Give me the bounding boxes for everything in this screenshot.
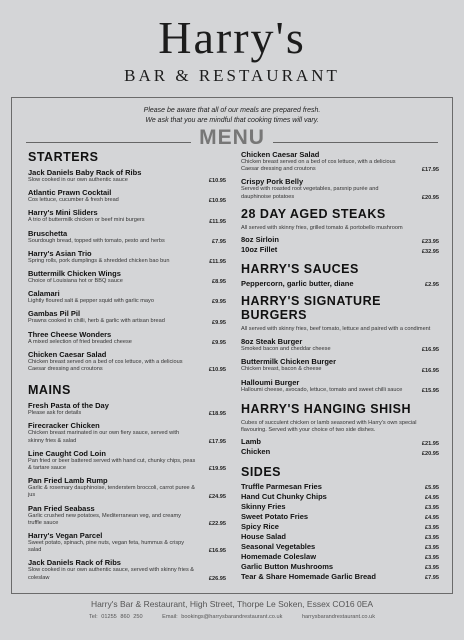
menu-item [241,236,439,245]
menu-item [241,573,439,582]
item-price: £3.95 [425,565,439,572]
menu-item [241,543,439,552]
notice-line-2: We ask that you are mindful that cooking times will vary. [145,117,319,124]
item-name: Buttermilk Chicken Wings [28,269,121,279]
item-name: Chicken [241,447,271,457]
menu-item [28,269,226,285]
menu-item [28,289,226,305]
menu-item [28,168,226,184]
item-name: Jack Daniels Baby Rack of Ribs [28,168,142,177]
item-description: Lightly floured salt & pepper squid with garlic mayo [28,298,154,305]
item-description: Sweet potato, spinach, pine nuts, vegan feta, hummus & crispy salad [28,540,185,554]
item-name: Garlic Button Mushrooms [241,561,334,571]
item-name: Pan Fried Lamb Rump [28,476,108,486]
item-price: £15.95 [421,387,439,394]
item-name: House Salad [241,531,287,541]
item-name: Calamari [28,289,60,299]
menu-item [241,483,439,492]
item-price: £4.95 [425,495,439,502]
item-description: A mixed selection of fried breaded cheese [28,338,132,345]
item-price: £4.95 [425,515,439,522]
menu-item [28,309,226,325]
menu-item [28,350,226,373]
item-description: Chicken breast marinated in our own fiery sauce, served with skinny fries & salad [28,430,180,444]
menu-item [28,558,226,581]
item-price: £5.95 [425,485,439,492]
item-price: £18.95 [208,411,226,418]
item-price: £7.95 [212,238,226,245]
item-price: £16.95 [208,548,226,555]
menu-item [28,249,226,265]
item-price: £20.95 [421,450,439,457]
mains-list [28,401,226,582]
menu-item [28,476,226,499]
item-name: Crispy Pork Belly [241,177,304,187]
item-description: Smoked bacon and cheddar cheese [241,346,331,353]
item-price: £20.95 [421,194,439,201]
item-name: Tear & Share Homemade Garlic Bread [241,571,376,581]
menu-item [241,438,439,447]
sauces-title: HARRY'S SAUCES [241,261,359,276]
menu-item [241,337,439,353]
item-price: £3.95 [425,535,439,542]
burgers-list [241,337,439,394]
item-price: £17.95 [208,438,226,445]
item-description: Choice of Louisiana hot or BBQ sauce [28,278,123,285]
item-name: Jack Daniels Rack of Ribs [28,558,121,568]
footer-email[interactable]: Email: bookings@harrysbarandrestaurant.co.uk [162,614,283,620]
item-description: Sourdough bread, topped with tomato, pesto and herbs [28,237,165,244]
item-price: £21.95 [421,440,439,447]
item-description: Halloumi cheese, avocado, lettuce, tomato and sweet chilli sauce [241,386,403,393]
item-price: £8.95 [212,279,226,286]
divider-right [273,142,438,143]
item-price: £32.95 [421,248,439,255]
item-price: £3.95 [425,545,439,552]
starters-list [28,168,226,373]
notice-line-1: Please be aware that all of our meals are prepared fresh. [143,107,321,114]
item-price: £10.95 [208,367,226,374]
steaks-note: All served with skinny fries, grilled tomato & portobello mushroom [241,224,403,231]
shish-note: Cubes of succulent chicken or lamb seasoned with Harry's own special flavouring. Served with your choice of two side dishes. [241,419,417,434]
menu-item [28,208,226,224]
right-top-list [241,150,439,201]
item-price: £9.95 [212,299,226,306]
steaks-list [241,236,439,255]
item-description: Chicken breast served on a bed of cos lettuce, with a delicious Caesar dressing and croutons [241,159,396,173]
item-name: Fresh Pasta of the Day [28,401,109,411]
item-price: £11.95 [209,218,226,225]
left-column [28,150,226,586]
item-name: Line Caught Cod Loin [28,448,106,458]
item-name: Atlantic Prawn Cocktail [28,188,112,198]
mains-title: MAINS [28,383,71,398]
item-price: £22.95 [208,521,226,528]
notice [0,106,464,126]
item-price: £3.95 [425,525,439,532]
item-price: £23.95 [421,238,439,245]
item-price: £16.95 [421,367,439,374]
shish-list [241,438,439,457]
item-name: Hand Cut Chunky Chips [241,491,327,501]
item-name: Lamb [241,437,262,447]
item-name: 8oz Sirloin [241,235,279,245]
menu-item [241,177,439,200]
item-price: £11.95 [209,259,226,266]
menu-item [241,503,439,512]
menu-item [28,330,226,346]
menu-item [28,531,226,554]
item-name: Sweet Potato Fries [241,511,309,521]
menu-item [241,150,439,173]
item-price: £3.95 [425,555,439,562]
item-name: Halloumi Burger [241,377,300,387]
menu-item [241,246,439,255]
item-name: Homemade Coleslaw [241,551,317,561]
item-price: £7.95 [425,575,439,582]
menu-item [241,523,439,532]
menu-item [241,280,439,289]
shish-title: HARRY'S HANGING SHISH [241,401,411,416]
item-description: Spring rolls, pork dumplings & shredded chicken bao bun [28,257,170,264]
item-price: £26.95 [208,575,226,582]
item-name: Harry's Vegan Parcel [28,531,103,541]
item-name: Skinny Fries [241,501,286,511]
menu-item [28,401,226,417]
brand-title: Harry's [158,12,306,63]
item-price: £10.95 [208,198,226,205]
starters-title: STARTERS [28,150,99,164]
menu-item [28,421,226,444]
menu-item [28,229,226,245]
item-description: A trio of buttermilk chicken or beef mini burgers [28,217,145,224]
menu-item [28,188,226,204]
item-name: Peppercorn, garlic butter, diane [241,278,354,288]
menu-item [241,553,439,562]
menu-item [241,357,439,373]
item-price: £2.95 [425,282,439,289]
menu-item [241,563,439,572]
item-description: Garlic & rosemary dauphinoise, tenderstem broccoli, carrot puree & jus [28,485,195,499]
item-description: Slow cooked in our own authentic sauce [28,177,128,183]
brand-subtitle: BAR & RESTAURANT [124,66,340,85]
item-name: Truffle Parmesan Fries [241,481,322,491]
footer-address: Harry's Bar & Restaurant, High Street, Thorpe Le Soken, Essex CO16 0EA [90,599,374,609]
item-description: Slow cooked in our own authentic sauce, served with skinny fries & coleslaw [28,567,195,581]
item-price: £16.95 [421,347,439,354]
item-price: £3.95 [425,505,439,512]
item-name: Chicken Caesar Salad [241,150,320,159]
item-price: £9.95 [212,339,226,346]
burgers-note: All served with skinny fries, beef tomato, lettuce and paired with a condiment [241,326,431,333]
item-price: £24.95 [208,493,226,500]
menu-item [241,533,439,542]
item-description: Please ask for details [28,410,82,417]
item-name: Pan Fried Seabass [28,503,95,513]
item-name: Firecracker Chicken [28,421,100,431]
item-description: Served with roasted root vegetables, parsnip purée and dauphinoise potatoes [241,186,379,200]
item-name: Chicken Caesar Salad [28,349,107,359]
menu-heading: MENU [199,126,265,149]
menu-item [241,493,439,502]
sides-title: SIDES [241,464,282,479]
sides-list [241,483,439,582]
footer-website[interactable]: harrysbarandrestaurant.co.uk [301,614,376,620]
item-description: Cos lettuce, cucumber & fresh bread [28,197,119,204]
item-description: Chicken breast, bacon & cheese [241,366,322,373]
footer-contact [0,614,464,620]
footer-phone[interactable]: Tel: 01255 860 250 [88,614,143,620]
sauces-list [241,280,439,289]
item-name: Bruschetta [28,228,68,238]
item-price: £19.95 [208,466,226,473]
item-price: £17.95 [421,167,439,174]
item-price: £9.95 [212,319,226,326]
item-name: Spicy Rice [241,521,279,531]
menu-item [241,513,439,522]
item-name: Seasonal Vegetables [241,541,316,551]
item-description: Prawns cooked in chilli, herb & garlic with artisan bread [28,318,165,325]
menu-item [241,378,439,394]
burgers-title: HARRY'S SIGNATURE BURGERS [241,294,381,323]
item-description: Chicken breast served on a bed of cos lettuce, with a delicious Caesar dressing and croutons [28,358,183,373]
item-name: Harry's Asian Trio [28,248,92,258]
item-name: 10oz Fillet [241,245,278,255]
menu-item [28,504,226,527]
item-name: Three Cheese Wonders [28,329,112,339]
menu-item [241,448,439,457]
item-name: 8oz Steak Burger [241,337,303,347]
item-description: Pan fried or beer battered served with hand cut, chunky chips, peas & tartare sauce [28,457,196,472]
menu-item [28,449,226,472]
item-description: Garlic crushed new potatoes, Mediterranean veg, and creamy truffle sauce [28,512,181,526]
steaks-title: 28 DAY AGED STEAKS [241,206,386,221]
right-column [241,150,439,583]
item-name: Harry's Mini Sliders [28,208,98,218]
item-name: Gambas Pil Pil [28,309,81,319]
item-name: Buttermilk Chicken Burger [241,357,337,367]
item-price: £10.95 [208,178,226,185]
